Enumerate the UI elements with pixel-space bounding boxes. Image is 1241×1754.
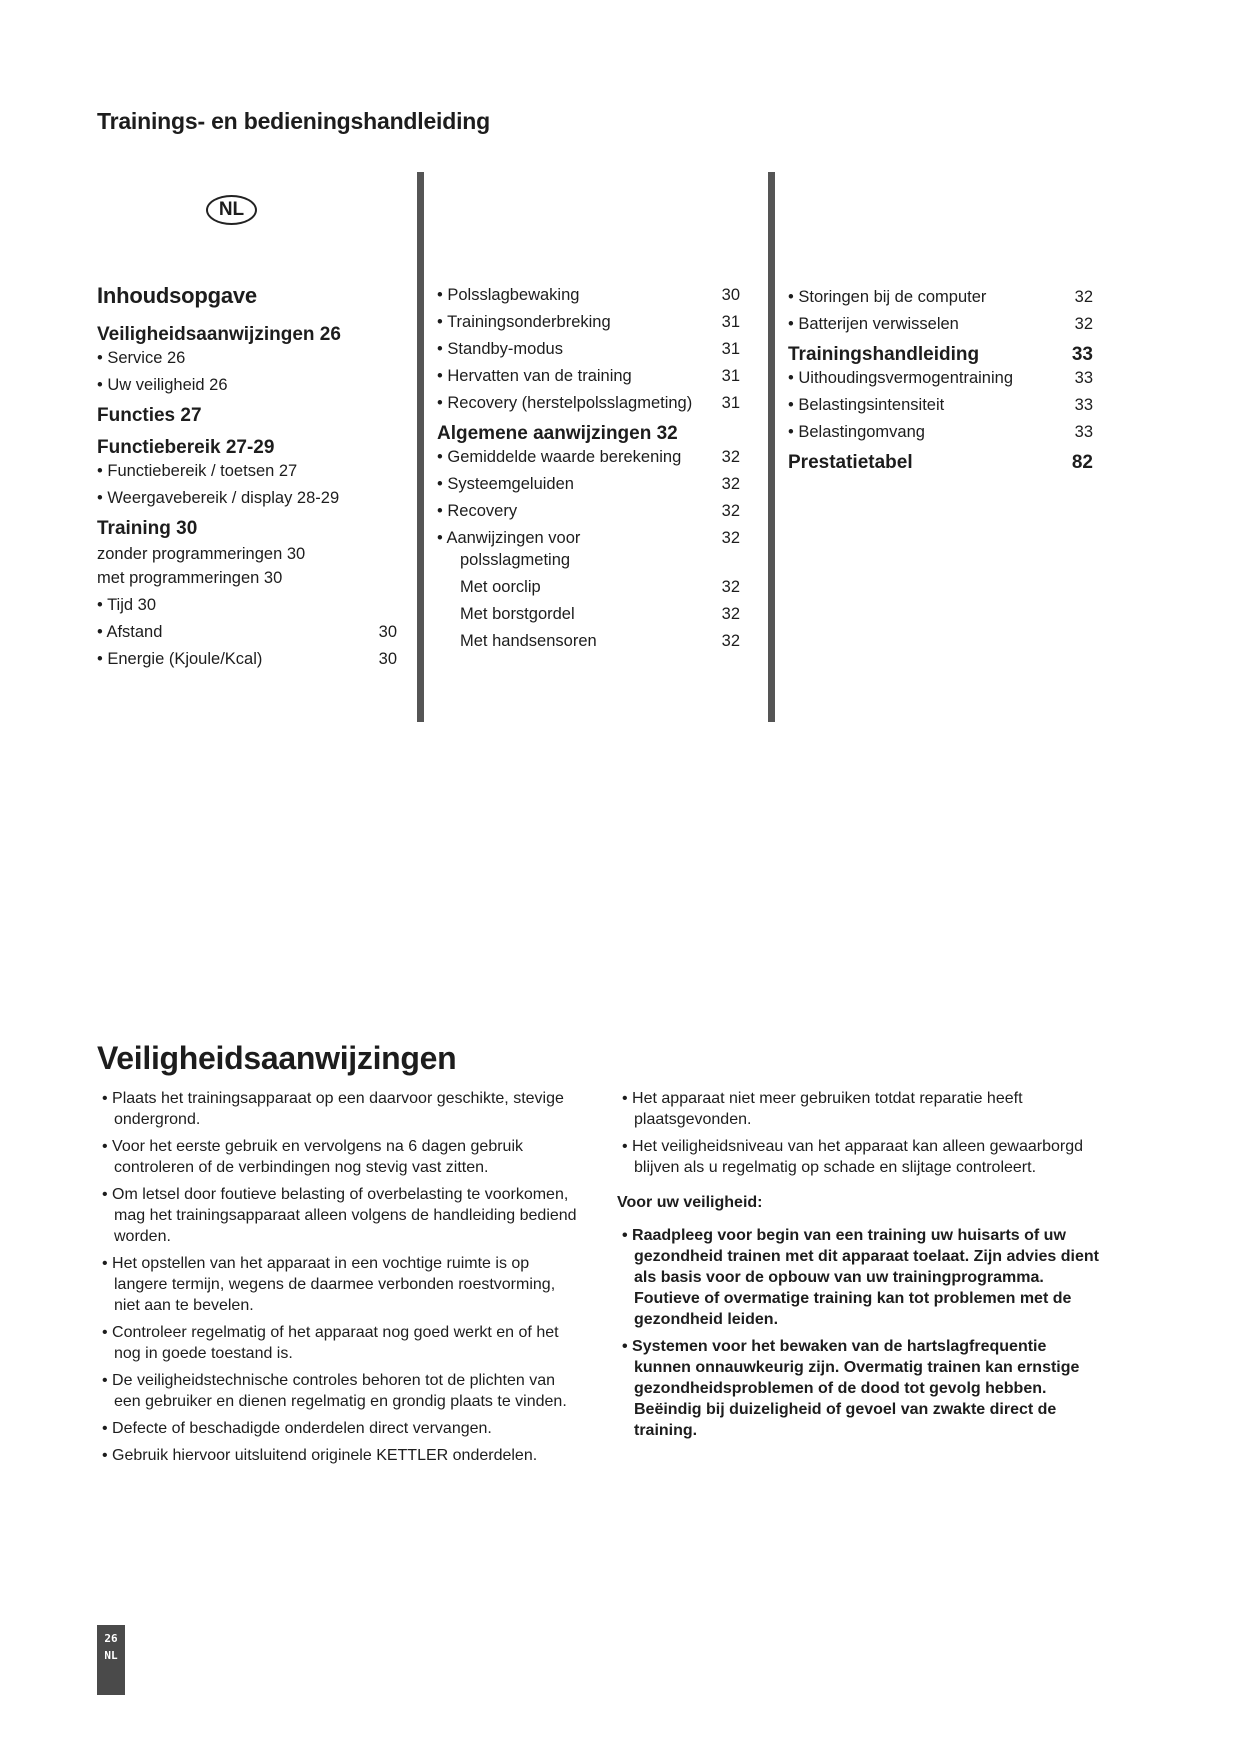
toc-section-heading: Prestatietabel (788, 452, 913, 473)
toc-entry: • Hervatten van de training (437, 365, 632, 387)
toc-section-heading: Functies 27 (97, 405, 202, 426)
toc-column-3 (788, 286, 1093, 475)
toc-entry: • Recovery (herstelpolsslagmeting) (437, 392, 692, 414)
toc-page: 32 (721, 475, 740, 493)
safety-item: • Het veiligheidsniveau van het apparaat kan alleen gewaarborgd blijven als u regelmatig op schade en slijtage controleert. (617, 1136, 1099, 1178)
safety-item: • De veiligheidstechnische controles behoren tot de plichten van een gebruiker en dienen regelmatig en grondig plaats te vinden. (97, 1370, 579, 1412)
safety-item: • Plaats het trainingsapparaat op een daarvoor geschikte, stevige ondergrond. (97, 1088, 579, 1130)
toc-page: 32 (721, 448, 740, 466)
toc-section-heading: Functiebereik 27-29 (97, 437, 275, 458)
column-divider (417, 172, 424, 722)
toc-page: 33 (1074, 369, 1093, 387)
toc-section-heading: Algemene aanwijzingen 32 (437, 423, 678, 444)
toc-entry: • Systeemgeluiden (437, 473, 574, 495)
toc-entry: Met handsensoren (460, 632, 597, 650)
safety-item: • Het opstellen van het apparaat in een vochtige ruimte is op langere termijn, wegens de daarmee verbonden roestvorming, niet aan te bevelen. (97, 1253, 579, 1316)
toc-page: 31 (721, 367, 740, 385)
toc-page: 33 (1074, 396, 1093, 414)
safety-title: Veiligheidsaanwijzingen (97, 1040, 457, 1076)
safety-item: • Defecte of beschadigde onderdelen direct vervangen. (97, 1418, 579, 1439)
toc-section-heading: Training 30 (97, 518, 198, 539)
toc-page: 30 (378, 623, 397, 641)
safety-column-left (97, 1088, 579, 1472)
toc-section-heading: Trainingshandleiding (788, 344, 980, 365)
page-language: NL (104, 1649, 118, 1662)
toc-page: 30 (721, 286, 740, 304)
column-divider (768, 172, 775, 722)
toc-page: 31 (721, 394, 740, 412)
toc-page: 32 (721, 632, 740, 650)
toc-entry: • Batterijen verwisselen (788, 313, 959, 335)
toc-entry: • Aanwijzingen voor (437, 527, 580, 549)
toc-page: 32 (1074, 315, 1093, 333)
toc-entry: • Standby-modus (437, 338, 563, 360)
toc-page: 33 (1071, 344, 1093, 365)
toc-page: 33 (1074, 423, 1093, 441)
toc-entry: zonder programmeringen 30 (97, 545, 306, 563)
toc-entry: • Afstand (97, 621, 162, 643)
toc-entry: • Recovery (437, 500, 517, 522)
toc-page: 30 (378, 650, 397, 668)
toc-page: 32 (721, 605, 740, 623)
toc-column-2 (437, 284, 740, 652)
safety-warning: • Systemen voor het bewaken van de hartslagfrequentie kunnen onnauwkeurig zijn. Overmatig trainen kan ernstige gezondheidsproblemen of de dood tot gevolg hebben. Beëindig bij duizeligheid of gevoel van zwakte direct de training. (617, 1336, 1099, 1441)
toc-page: 82 (1071, 452, 1093, 473)
toc-entry: • Belastingsintensiteit (788, 394, 944, 416)
toc-entry: • Uithoudingsvermogentraining (788, 367, 1013, 389)
toc-column-1 (97, 285, 397, 670)
toc-entry: • Tijd 30 (97, 594, 156, 616)
toc-page: 32 (721, 502, 740, 520)
toc-entry: • Polsslagbewaking (437, 284, 579, 306)
safety-item: • Voor het eerste gebruik en vervolgens na 6 dagen gebruik controleren of de verbindingen nog stevig vast zitten. (97, 1136, 579, 1178)
safety-item: • Om letsel door foutieve belasting of overbelasting te voorkomen, mag het trainingsapparaat alleen volgens de handleiding bediend worden. (97, 1184, 579, 1247)
safety-item: • Gebruik hiervoor uitsluitend originele KETTLER onderdelen. (97, 1445, 579, 1466)
toc-entry: Met oorclip (460, 578, 541, 596)
toc-entry: • Energie (Kjoule/Kcal) (97, 648, 262, 670)
toc-entry: • Belastingomvang (788, 421, 925, 443)
toc-entry: • Trainingsonderbreking (437, 311, 611, 333)
toc-page: 31 (721, 313, 740, 331)
toc-entry: • Storingen bij de computer (788, 286, 986, 308)
toc-section-heading: Veiligheidsaanwijzingen 26 (97, 324, 341, 345)
toc-entry: polsslagmeting (460, 551, 571, 569)
toc-entry: • Uw veiligheid 26 (97, 374, 228, 396)
page-number-tab (97, 1625, 125, 1695)
document-title: Trainings- en bedieningshandleiding (97, 108, 490, 134)
safety-item: • Controleer regelmatig of het apparaat nog goed werkt en of het nog in goede toestand is. (97, 1322, 579, 1364)
safety-warning: • Raadpleeg voor begin van een training uw huisarts of uw gezondheid trainen met dit apparaat toelaat. Zijn advies dient als basis voor de opbouw van uw trainingprogramma. Foutieve of overmatige training kan tot problemen met de gezondheid leiden. (617, 1225, 1099, 1330)
toc-entry: • Functiebereik / toetsen 27 (97, 460, 297, 482)
toc-entry: • Service 26 (97, 347, 185, 369)
safety-subheading: Voor uw veiligheid: (617, 1194, 763, 1211)
toc-title: Inhoudsopgave (97, 283, 257, 308)
safety-item: • Het apparaat niet meer gebruiken totdat reparatie heeft plaatsgevonden. (617, 1088, 1099, 1130)
toc-page: 32 (721, 578, 740, 596)
toc-page: 32 (721, 529, 740, 547)
page-number: 26 (104, 1632, 118, 1645)
toc-entry: • Weergavebereik / display 28-29 (97, 487, 339, 509)
safety-column-right (617, 1088, 1099, 1447)
toc-entry: met programmeringen 30 (97, 569, 283, 587)
language-badge: NL (206, 195, 257, 225)
toc-page: 32 (1074, 288, 1093, 306)
toc-entry: • Gemiddelde waarde berekening (437, 446, 681, 468)
toc-page: 31 (721, 340, 740, 358)
toc-entry: Met borstgordel (460, 605, 575, 623)
